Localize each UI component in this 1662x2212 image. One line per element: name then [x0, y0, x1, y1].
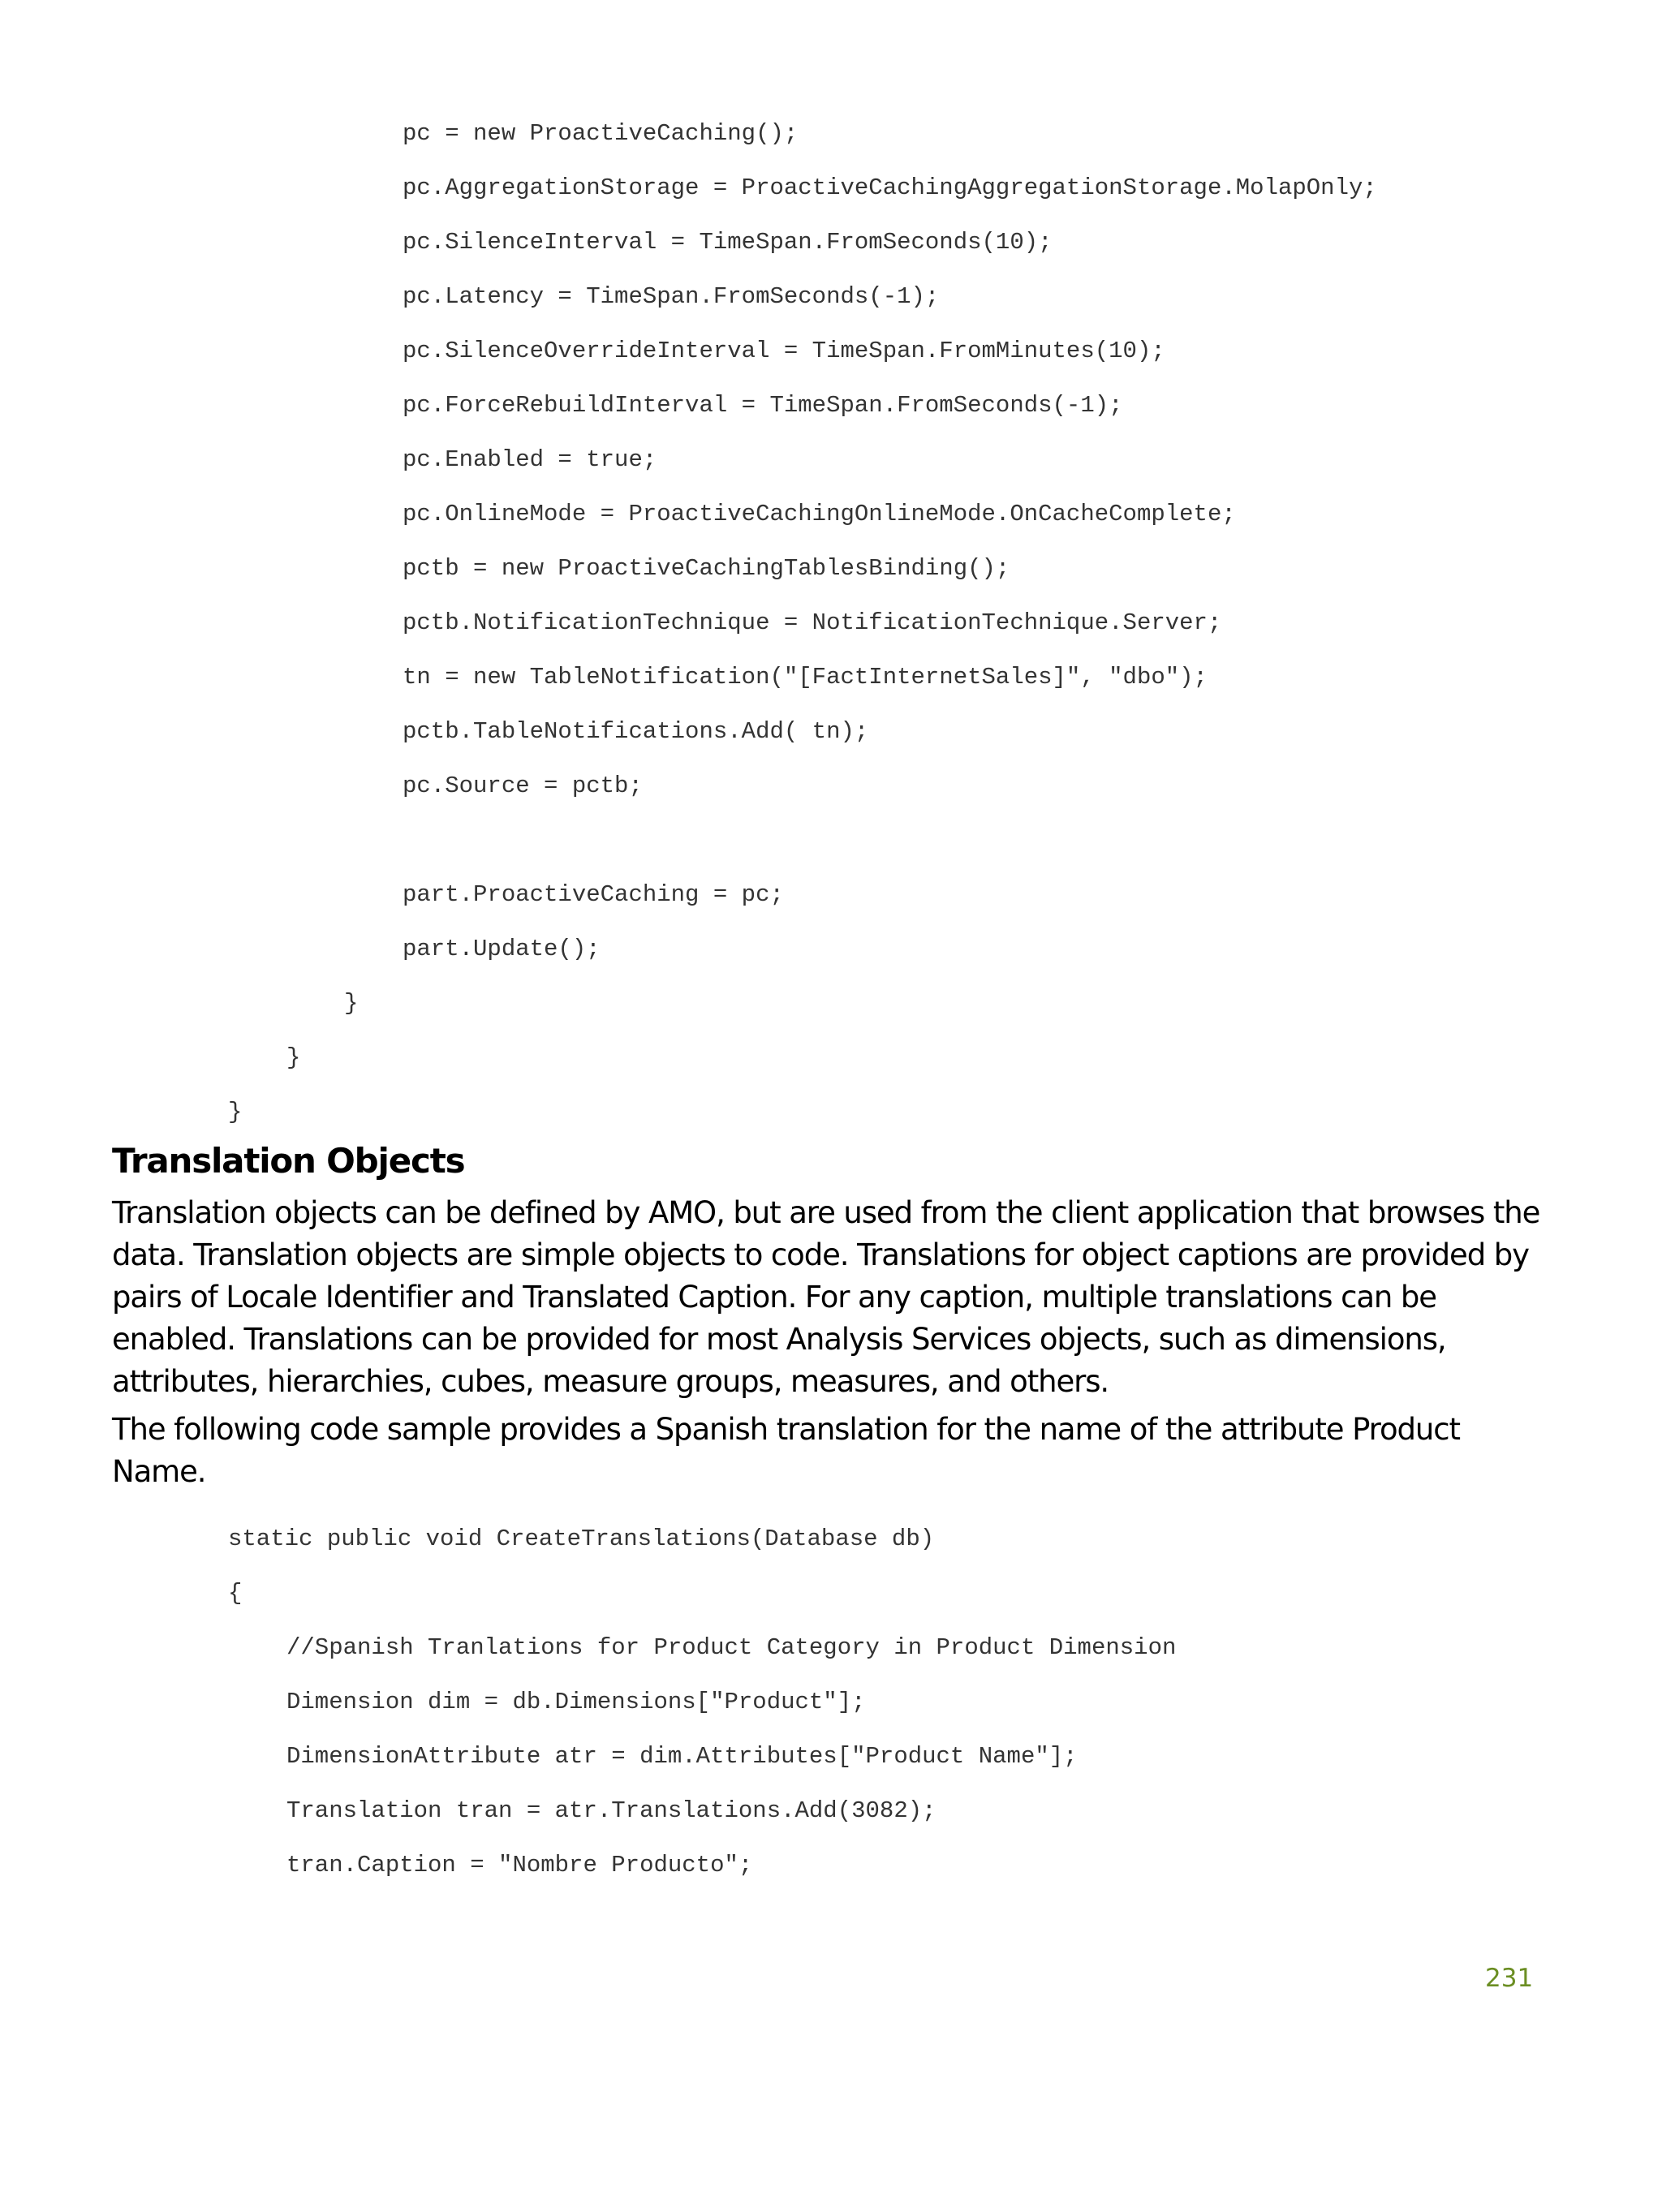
code-line: static public void CreateTranslations(Database db) [228, 1526, 935, 1552]
code-line: Translation tran = atr.Translations.Add(3082); [286, 1797, 936, 1824]
code-line: pc.Latency = TimeSpan.FromSeconds(-1); [403, 283, 940, 310]
code-line: pctb.NotificationTechnique = NotificationTechnique.Server; [403, 609, 1222, 636]
closing-brace: } [286, 1044, 301, 1071]
code-line: pc.AggregationStorage = ProactiveCachingAggregationStorage.MolapOnly; [403, 174, 1377, 201]
code-line: tn = new TableNotification("[FactInternetSales]", "dbo"); [403, 664, 1208, 691]
page-number: 231 [1485, 1964, 1534, 1993]
code-line: pc = new ProactiveCaching(); [403, 120, 799, 147]
code-line: pc.SilenceInterval = TimeSpan.FromSeconds(10); [403, 229, 1053, 256]
code-line: pc.SilenceOverrideInterval = TimeSpan.FromMinutes(10); [403, 338, 1165, 364]
code-line: DimensionAttribute atr = dim.Attributes["Product Name"]; [286, 1743, 1078, 1770]
code-line: pc.OnlineMode = ProactiveCachingOnlineMode.OnCacheComplete; [403, 501, 1236, 527]
section-heading: Translation Objects [112, 1141, 465, 1181]
code-line: pc.Source = pctb; [403, 772, 643, 799]
code-line: pc.ForceRebuildInterval = TimeSpan.FromSeconds(-1); [403, 392, 1123, 419]
closing-brace: } [228, 1099, 243, 1125]
opening-brace: { [228, 1580, 243, 1607]
body-paragraph: Translation objects can be defined by AMO, but are used from the client application that browses the data. Translation objects are simple objects to code. Translations for object captions are provided by pairs of Locale Identifier and Translated Caption. For any caption, multiple translations can be enabled. Translations can be provided for most Analysis Services objects, such as dimensions, attributes, hierarchies, cubes, measure groups, measures, and others. [112, 1195, 1540, 1399]
code-line: tran.Caption = "Nombre Producto"; [286, 1852, 753, 1878]
code-line: pc.Enabled = true; [403, 446, 657, 473]
code-line: pctb.TableNotifications.Add( tn); [403, 718, 869, 745]
code-comment: //Spanish Tranlations for Product Category in Product Dimension [286, 1634, 1177, 1661]
code-line: part.ProactiveCaching = pc; [403, 881, 784, 908]
code-line: pctb = new ProactiveCachingTablesBinding(); [403, 555, 1010, 582]
closing-brace: } [344, 990, 359, 1017]
code-line: Dimension dim = db.Dimensions["Product"]; [286, 1689, 866, 1715]
body-paragraph: The following code sample provides a Spanish translation for the name of the attribute Product Name. [112, 1412, 1460, 1489]
code-line: part.Update(); [403, 936, 601, 962]
